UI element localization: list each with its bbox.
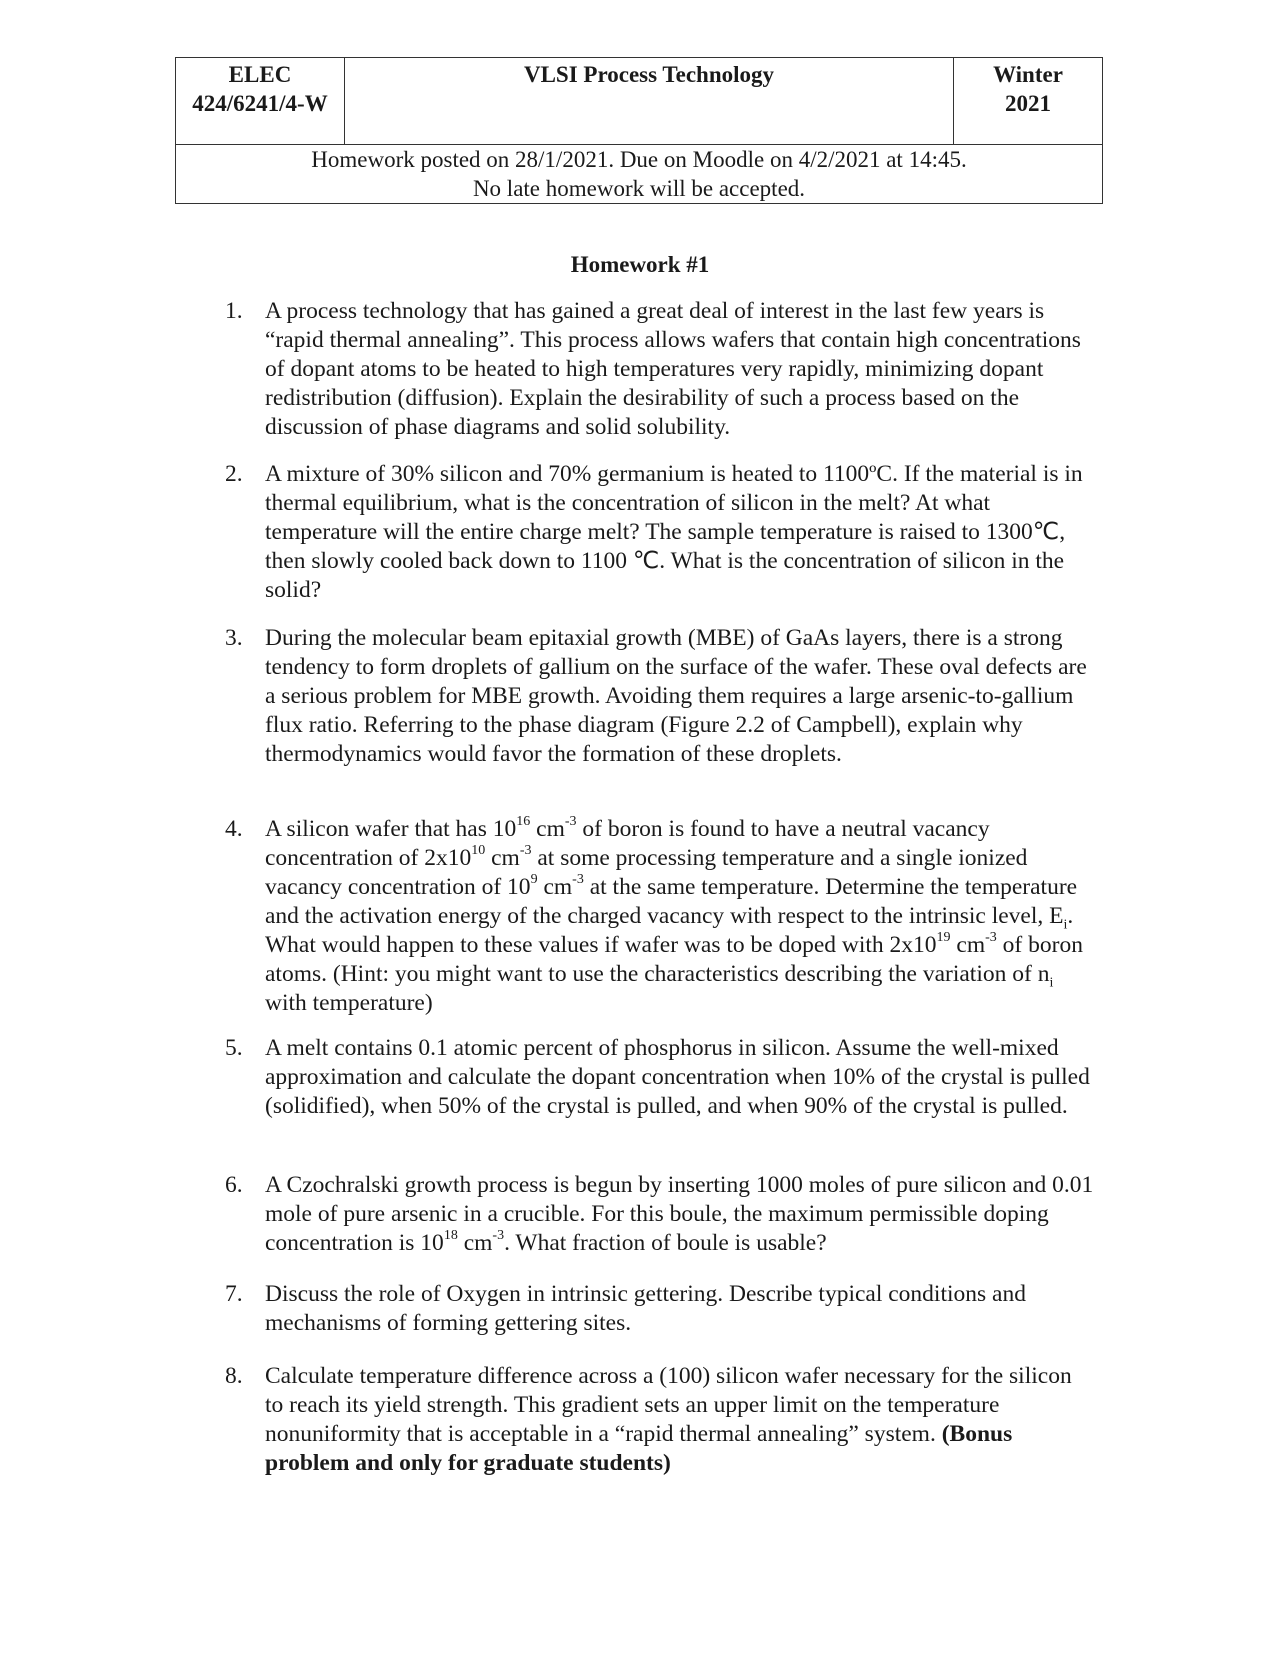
question-number: 4. — [225, 816, 243, 842]
question-number: 7. — [225, 1281, 243, 1307]
due-date-note — [176, 145, 1103, 204]
question-number: 6. — [225, 1172, 243, 1198]
question-text: A silicon wafer that has $10^{16}$ $cm^{-3}$ of boron is found to have a neutral vacancy concentration of $2x10^{10}$ $cm^{-3}$ at some processing temperature and a single ionized vacancy concentration of $10^9$ $cm^{-3}$ at the same temperature. Determine the temperature and the activation energy of the charged vacancy with respect to the intrinsic level, $E_i$. What would happen to these values if wafer was to be doped with $2x10^{19}$ $cm^{-3}$ of boron atoms. (Hint: you might want to use the characteristics describing the variation of $n_i$ with temperature) — [265, 814, 1083, 1016]
question-7 — [225, 1280, 1095, 1338]
term-line2: 2021 — [1005, 91, 1051, 116]
course-code-line2: 424/6241/4-W — [192, 91, 328, 116]
question-number: 5. — [225, 1035, 243, 1061]
question-4 — [225, 815, 1095, 1018]
course-code-cell — [176, 58, 345, 145]
question-text: A melt contains 0.1 atomic percent of phosphorus in silicon. Assume the well-mixed approximation and calculate the dopant concentration when 10% of the crystal is pulled (solidified), when 50% of the crystal is pulled, and when 90% of the crystal is pulled. — [265, 1035, 1090, 1119]
question-number: 8. — [225, 1363, 243, 1389]
question-text: A process technology that has gained a great deal of interest in the last few years is “rapid thermal annealing”. This process allows wafers that contain high concentrations of dopant atoms to be heated to high temperatures very rapidly, minimizing dopant redistribution (diffusion). Explain the desirability of such a process based on the discussion of phase diagrams and solid solubility. — [265, 298, 1081, 440]
question-1 — [225, 297, 1095, 442]
bonus-note: (Bonus problem and only for graduate students) — [265, 1421, 1013, 1476]
course-title: VLSI Process Technology — [345, 58, 954, 145]
question-3 — [225, 624, 1095, 769]
question-text: Calculate temperature difference across a (100) silicon wafer necessary for the silicon to reach its yield strength. This gradient sets an upper limit on the temperature nonuniformity that is acceptable in a “rapid thermal annealing” system. (Bonus problem and only for graduate students) — [265, 1363, 1072, 1476]
question-number: 3. — [225, 625, 243, 651]
question-number: 1. — [225, 298, 243, 324]
question-5 — [225, 1034, 1095, 1121]
question-number: 2. — [225, 461, 243, 487]
question-text: During the molecular beam epitaxial growth (MBE) of GaAs layers, there is a strong tendency to form droplets of gallium on the surface of the wafer. These oval defects are a serious problem for MBE growth. Avoiding them requires a large arsenic-to-gallium flux ratio. Referring to the phase diagram (Figure 2.2 of Campbell), explain why thermodynamics would favor the formation of these droplets. — [265, 625, 1087, 767]
course-header-table — [175, 57, 1103, 204]
course-code-line1: ELEC — [228, 62, 292, 87]
term-cell — [954, 58, 1103, 145]
question-6 — [225, 1171, 1095, 1258]
question-text: A mixture of 30% silicon and 70% germanium is heated to 1100ºC. If the material is in thermal equilibrium, what is the concentration of silicon in the melt? At what temperature will the entire charge melt? The sample temperature is raised to 1300℃, then slowly cooled back down to 1100 ℃. What is the concentration of silicon in the solid? — [265, 461, 1083, 603]
question-text: Discuss the role of Oxygen in intrinsic gettering. Describe typical conditions and mechanisms of forming gettering sites. — [265, 1281, 1026, 1336]
question-8 — [225, 1362, 1095, 1478]
question-text: A Czochralski growth process is begun by inserting 1000 moles of pure silicon and 0.01 mole of pure arsenic in a crucible. For this boule, the maximum permissible doping concentration is $10^{18}$ $cm^{-3}$. What fraction of boule is usable? — [265, 1172, 1094, 1256]
due-note-line2: No late homework will be accepted. — [472, 176, 806, 201]
term-line1: Winter — [993, 62, 1063, 87]
due-note-line1: Homework posted on 28/1/2021. Due on Moodle on 4/2/2021 at 14:45. — [311, 147, 967, 172]
homework-title: Homework #1 — [570, 252, 710, 277]
question-2 — [225, 460, 1095, 605]
